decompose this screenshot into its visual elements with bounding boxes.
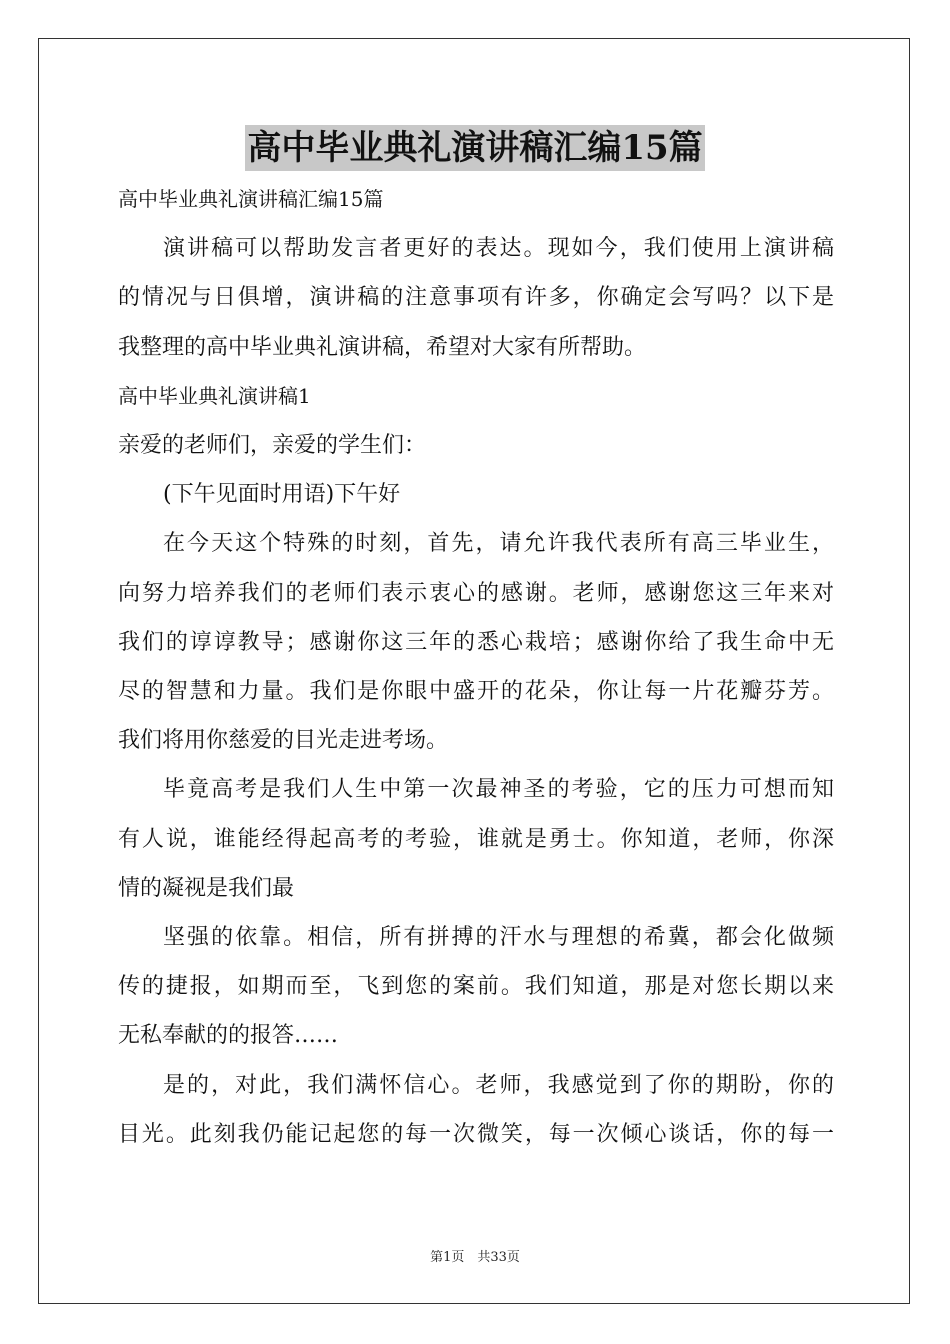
text-line: 我们的谆谆教导；感谢你这三年的悉心栽培；感谢你给了我生命中无 — [118, 629, 834, 655]
text-line: 亲爱的老师们，亲爱的学生们： — [118, 433, 427, 459]
title-container — [0, 125, 950, 171]
document-body — [118, 175, 834, 1159]
text-line: 的情况与日俱增，演讲稿的注意事项有许多，你确定会写吗？以下是 — [118, 285, 834, 311]
text-line: 有人说，谁能经得起高考的考验，谁就是勇士。你知道，老师，你深 — [118, 826, 834, 852]
text-line: 目光。此刻我仍能记起您的每一次微笑，每一次倾心谈话，你的每一 — [118, 1121, 834, 1147]
text-line: 向努力培养我们的老师们表示衷心的感谢。老师，感谢您这三年来对 — [118, 580, 834, 606]
text-line: 传的捷报，如期而至，飞到您的案前。我们知道，那是对您长期以来 — [118, 974, 834, 1000]
text-line: 是的，对此，我们满怀信心。老师，我感觉到了你的期盼，你的 — [163, 1072, 834, 1098]
text-line: 坚强的依靠。相信，所有拼搏的汗水与理想的希冀，都会化做频 — [163, 925, 834, 951]
text-line: 毕竟高考是我们人生中第一次最神圣的考验，它的压力可想而知 — [163, 777, 834, 803]
text-line: 我整理的高中毕业典礼演讲稿，希望对大家有所帮助。 — [118, 334, 647, 360]
text-line: 高中毕业典礼演讲稿汇编15篇 — [118, 187, 384, 211]
text-line: (下午见面时用语)下午好 — [163, 482, 401, 508]
document-title: 高中毕业典礼演讲稿汇编15篇 — [245, 125, 704, 171]
text-line: 演讲稿可以帮助发言者更好的表达。现如今，我们使用上演讲稿 — [163, 236, 834, 262]
text-line: 尽的智慧和力量。我们是你眼中盛开的花朵，你让每一片花瓣芬芳。 — [118, 679, 834, 705]
text-line: 在今天这个特殊的时刻，首先，请允许我代表所有高三毕业生， — [163, 531, 834, 557]
text-line: 我们将用你慈爱的目光走进考场。 — [118, 728, 449, 754]
page-footer: 第1页 共33页 — [430, 1250, 520, 1265]
text-line: 高中毕业典礼演讲稿1 — [118, 383, 311, 408]
text-line: 无私奉献的的报答…… — [118, 1023, 339, 1049]
text-line: 情的凝视是我们最 — [118, 875, 295, 901]
